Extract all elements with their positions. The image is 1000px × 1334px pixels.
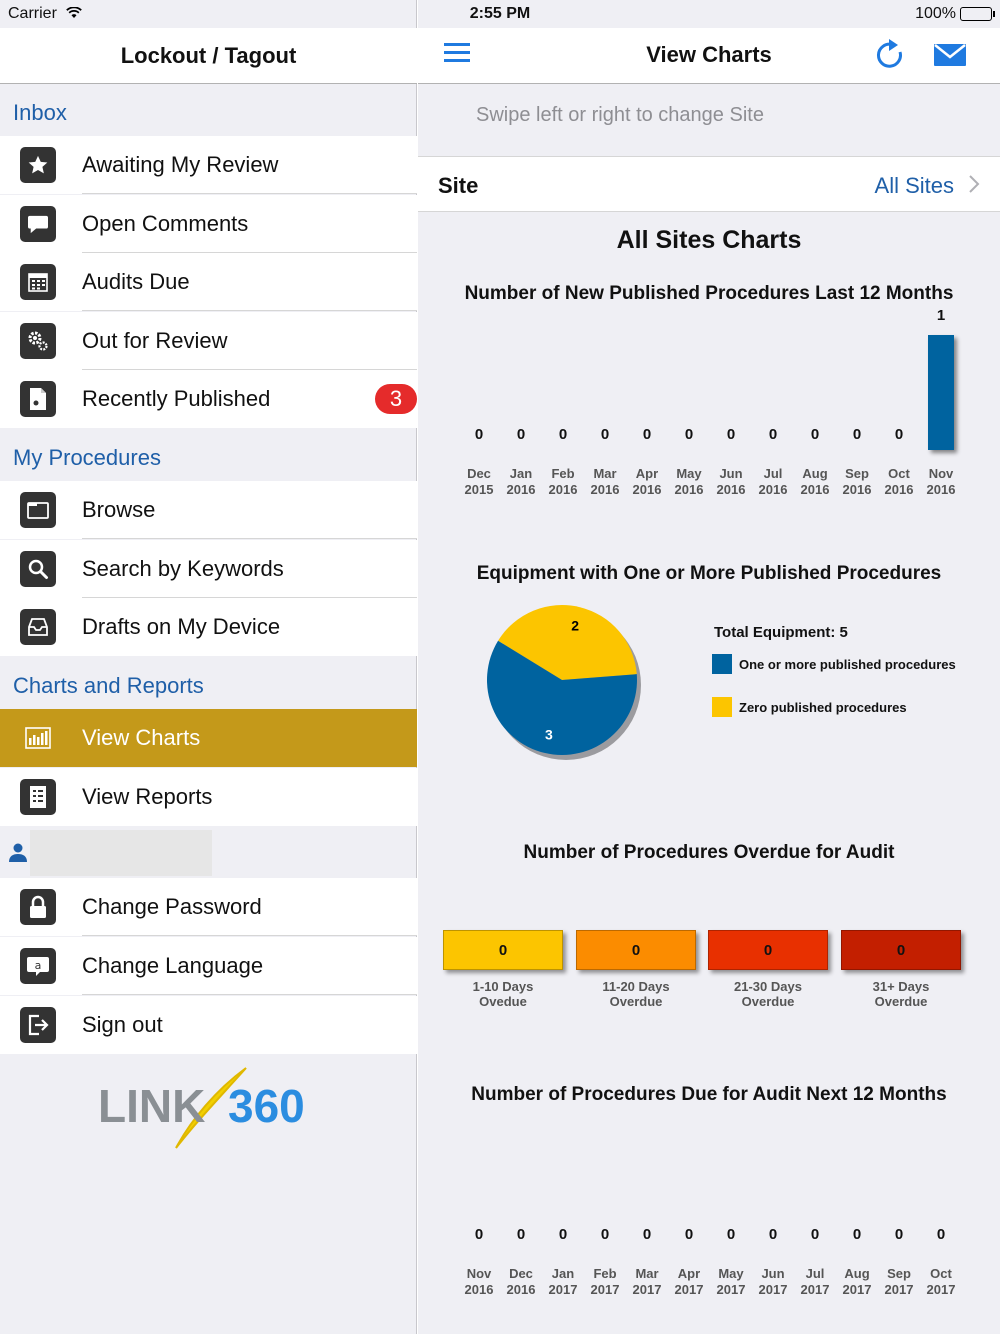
data-label: 0 [474, 1226, 484, 1243]
sign-out-icon [20, 1007, 56, 1043]
chart-title-equipment: Equipment with One or More Published Procedures [476, 563, 942, 584]
section-my-procedures: My Procedures [13, 445, 161, 470]
bar-column [752, 300, 794, 500]
data-label: 0 [894, 1226, 904, 1243]
x-tick-label: Nov 2016 [926, 466, 956, 497]
bar-column [836, 300, 878, 500]
bar-column [584, 300, 626, 500]
chart-due-next [458, 1100, 968, 1300]
sidebar-item-audits-due[interactable] [0, 253, 417, 311]
site-value: All Sites [874, 173, 954, 198]
bar-column [542, 300, 584, 500]
data-label: 0 [516, 1226, 526, 1243]
bar-column [542, 1100, 584, 1300]
data-label: 0 [852, 1226, 862, 1243]
legend-label: One or more published procedures [739, 656, 956, 672]
sidebar-item-label: View Reports [82, 784, 213, 809]
status-bar [0, 0, 1000, 28]
data-label: 0 [684, 426, 694, 443]
comment-icon [20, 206, 56, 242]
data-label: 0 [474, 426, 484, 443]
sidebar-item-out-for-review[interactable] [0, 312, 417, 370]
x-tick-label: 11-20 Days Overdue [602, 979, 670, 1009]
bar-column [458, 1100, 500, 1300]
logo-text-left: LINK [98, 1080, 206, 1132]
overdue-bar: 0 [576, 930, 696, 970]
tray-icon [20, 609, 56, 645]
app-title: Lockout / Tagout [120, 42, 297, 68]
sidebar [0, 0, 417, 1334]
sidebar-item-open-comments[interactable] [0, 195, 417, 253]
report-icon [20, 779, 56, 815]
bar-chart-icon [20, 720, 56, 756]
sidebar-item-recently-published[interactable] [0, 370, 417, 428]
refresh-icon[interactable] [876, 39, 906, 71]
x-tick-label: Aug 2017 [842, 1266, 872, 1297]
sidebar-item-label: Change Password [82, 894, 262, 919]
battery-icon [960, 7, 992, 21]
pie-chart-equipment [480, 602, 660, 772]
x-tick-label: Oct 2017 [926, 1266, 956, 1297]
data-label: 0 [516, 426, 526, 443]
chart-title-due-next: Number of Procedures Due for Audit Next 12 Months [471, 1084, 947, 1105]
carrier-label: Carrier [8, 5, 57, 22]
data-label: 0 [726, 426, 736, 443]
chevron-right-icon [968, 174, 980, 194]
data-label: 0 [600, 426, 610, 443]
chart-new-published [458, 300, 968, 500]
document-icon [20, 381, 56, 417]
x-tick-label: Sep 2017 [884, 1266, 914, 1297]
sidebar-item-label: Out for Review [82, 328, 228, 353]
sidebar-item-browse[interactable] [0, 481, 417, 539]
battery-label: 100% [915, 5, 956, 22]
status-time: 2:55 PM [469, 5, 531, 22]
x-tick-label: 1-10 Days Ovedue [472, 979, 534, 1009]
sidebar-item-view-charts[interactable] [0, 709, 417, 767]
x-tick-label: Dec 2016 [506, 1266, 536, 1297]
site-selector[interactable] [418, 156, 1000, 212]
data-label: 0 [810, 426, 820, 443]
user-account-row [0, 826, 417, 878]
data-label: 0 [558, 426, 568, 443]
bar-column [878, 1100, 920, 1300]
sidebar-item-label: Drafts on My Device [82, 614, 281, 639]
x-tick-label: Jun 2017 [758, 1266, 788, 1297]
x-tick-label: Jul 2017 [800, 1266, 830, 1297]
data-label: 0 [852, 426, 862, 443]
folder-icon [20, 492, 56, 528]
sidebar-item-label: Open Comments [82, 211, 249, 236]
bar-column [500, 1100, 542, 1300]
charts-heading: All Sites Charts [616, 226, 802, 254]
lock-icon [20, 889, 56, 925]
bar-column [794, 1100, 836, 1300]
legend-item-zero-published [712, 697, 907, 717]
bar-column [668, 1100, 710, 1300]
x-tick-label: 21-30 Days Overdue [734, 979, 802, 1009]
chart-title-new-published: Number of New Published Procedures Last 12 Months [464, 283, 954, 304]
star-icon [20, 147, 56, 183]
x-tick-label: Dec 2015 [464, 466, 494, 497]
section-inbox: Inbox [13, 100, 67, 125]
x-tick-label: Apr 2016 [632, 466, 662, 497]
language-icon [20, 948, 56, 984]
sidebar-item-label: Awaiting My Review [82, 152, 279, 177]
x-tick-label: Feb 2017 [590, 1266, 620, 1297]
sidebar-item-change-password[interactable] [0, 878, 417, 936]
bar-column [794, 300, 836, 500]
sidebar-item-view-reports[interactable] [0, 768, 417, 826]
x-tick-label: Feb 2016 [548, 466, 578, 497]
sidebar-item-sign-out[interactable] [0, 996, 417, 1054]
data-label: 0 [726, 1226, 736, 1243]
bar-column [668, 300, 710, 500]
bar-column [626, 1100, 668, 1300]
x-tick-label: Jun 2016 [716, 466, 746, 497]
bar-column [584, 1100, 626, 1300]
overdue-bar: 0 [841, 930, 961, 970]
legend-label: Zero published procedures [739, 699, 907, 715]
section-charts-and-reports: Charts and Reports [13, 673, 204, 698]
sidebar-item-label: Search by Keywords [82, 556, 284, 581]
data-label: 0 [936, 1226, 946, 1243]
swipe-hint: Swipe left or right to change Site [476, 104, 764, 126]
battery-indicator [915, 5, 992, 23]
sidebar-item-search-by-keywords[interactable] [0, 540, 417, 598]
main-pane [418, 0, 1000, 1334]
data-label: 0 [768, 426, 778, 443]
bar-column [920, 1100, 962, 1300]
bar-column [710, 300, 752, 500]
bar-column [710, 1100, 752, 1300]
pie-slice-label: 2 [571, 617, 580, 634]
sidebar-item-drafts-on-my-device[interactable] [0, 598, 417, 656]
x-tick-label: 31+ Days Overdue [872, 979, 930, 1009]
bar-column [878, 300, 920, 500]
notification-badge: 3 [375, 384, 417, 414]
data-label: 0 [810, 1226, 820, 1243]
legend-swatch [712, 654, 732, 674]
x-tick-label: Jul 2016 [758, 466, 788, 497]
user-name-placeholder [30, 830, 212, 876]
link360-logo [96, 1060, 326, 1155]
x-tick-label: Oct 2016 [884, 466, 914, 497]
x-tick-label: Mar 2016 [590, 466, 620, 497]
x-tick-label: May 2017 [716, 1266, 746, 1297]
legend-swatch [712, 697, 732, 717]
svg-text:a: a [34, 959, 42, 972]
sidebar-item-label: Browse [82, 497, 156, 522]
bar [928, 335, 954, 450]
data-label: 0 [600, 1226, 610, 1243]
bar-column [836, 1100, 878, 1300]
x-tick-label: Jan 2016 [506, 466, 536, 497]
bar-column [500, 300, 542, 500]
chart-title-overdue: Number of Procedures Overdue for Audit [523, 842, 895, 863]
sidebar-item-change-language[interactable] [0, 937, 417, 995]
sidebar-item-label: Sign out [82, 1012, 163, 1037]
legend-total-equipment: Total Equipment: 5 [714, 624, 848, 641]
logo-text-right: 360 [228, 1080, 305, 1132]
data-label: 0 [684, 1226, 694, 1243]
bar-column [458, 300, 500, 500]
gears-icon [20, 323, 56, 359]
data-label: 0 [894, 426, 904, 443]
sidebar-item-awaiting-my-review[interactable] [0, 136, 417, 194]
mail-icon[interactable] [934, 44, 966, 66]
sidebar-item-label: Recently Published [82, 386, 271, 411]
x-tick-label: Jan 2017 [548, 1266, 578, 1297]
data-label: 0 [642, 1226, 652, 1243]
sidebar-item-label: View Charts [82, 725, 201, 750]
data-label: 0 [642, 426, 652, 443]
bar-column [920, 300, 962, 500]
search-icon [20, 551, 56, 587]
overdue-bar: 0 [708, 930, 828, 970]
overdue-bar: 0 [443, 930, 563, 970]
sidebar-item-label: Change Language [82, 953, 264, 978]
x-tick-label: Sep 2016 [842, 466, 872, 497]
legend-item-published [712, 654, 956, 674]
x-tick-label: Mar 2017 [632, 1266, 662, 1297]
sidebar-header [0, 28, 417, 84]
bar-column [752, 1100, 794, 1300]
x-tick-label: Aug 2016 [800, 466, 830, 497]
page-title: View Charts [646, 42, 772, 67]
data-label: 0 [768, 1226, 778, 1243]
calendar-icon [20, 264, 56, 300]
user-icon [8, 842, 28, 862]
sidebar-item-label: Audits Due [82, 269, 190, 294]
x-tick-label: Nov 2016 [464, 1266, 494, 1297]
bar-column [626, 300, 668, 500]
pie-slice-label: 3 [544, 726, 553, 743]
data-label: 0 [558, 1226, 568, 1243]
x-tick-label: Apr 2017 [674, 1266, 704, 1297]
main-navbar [418, 28, 1000, 84]
data-label: 1 [936, 307, 946, 324]
site-label: Site [438, 173, 479, 198]
x-tick-label: May 2016 [674, 466, 704, 497]
